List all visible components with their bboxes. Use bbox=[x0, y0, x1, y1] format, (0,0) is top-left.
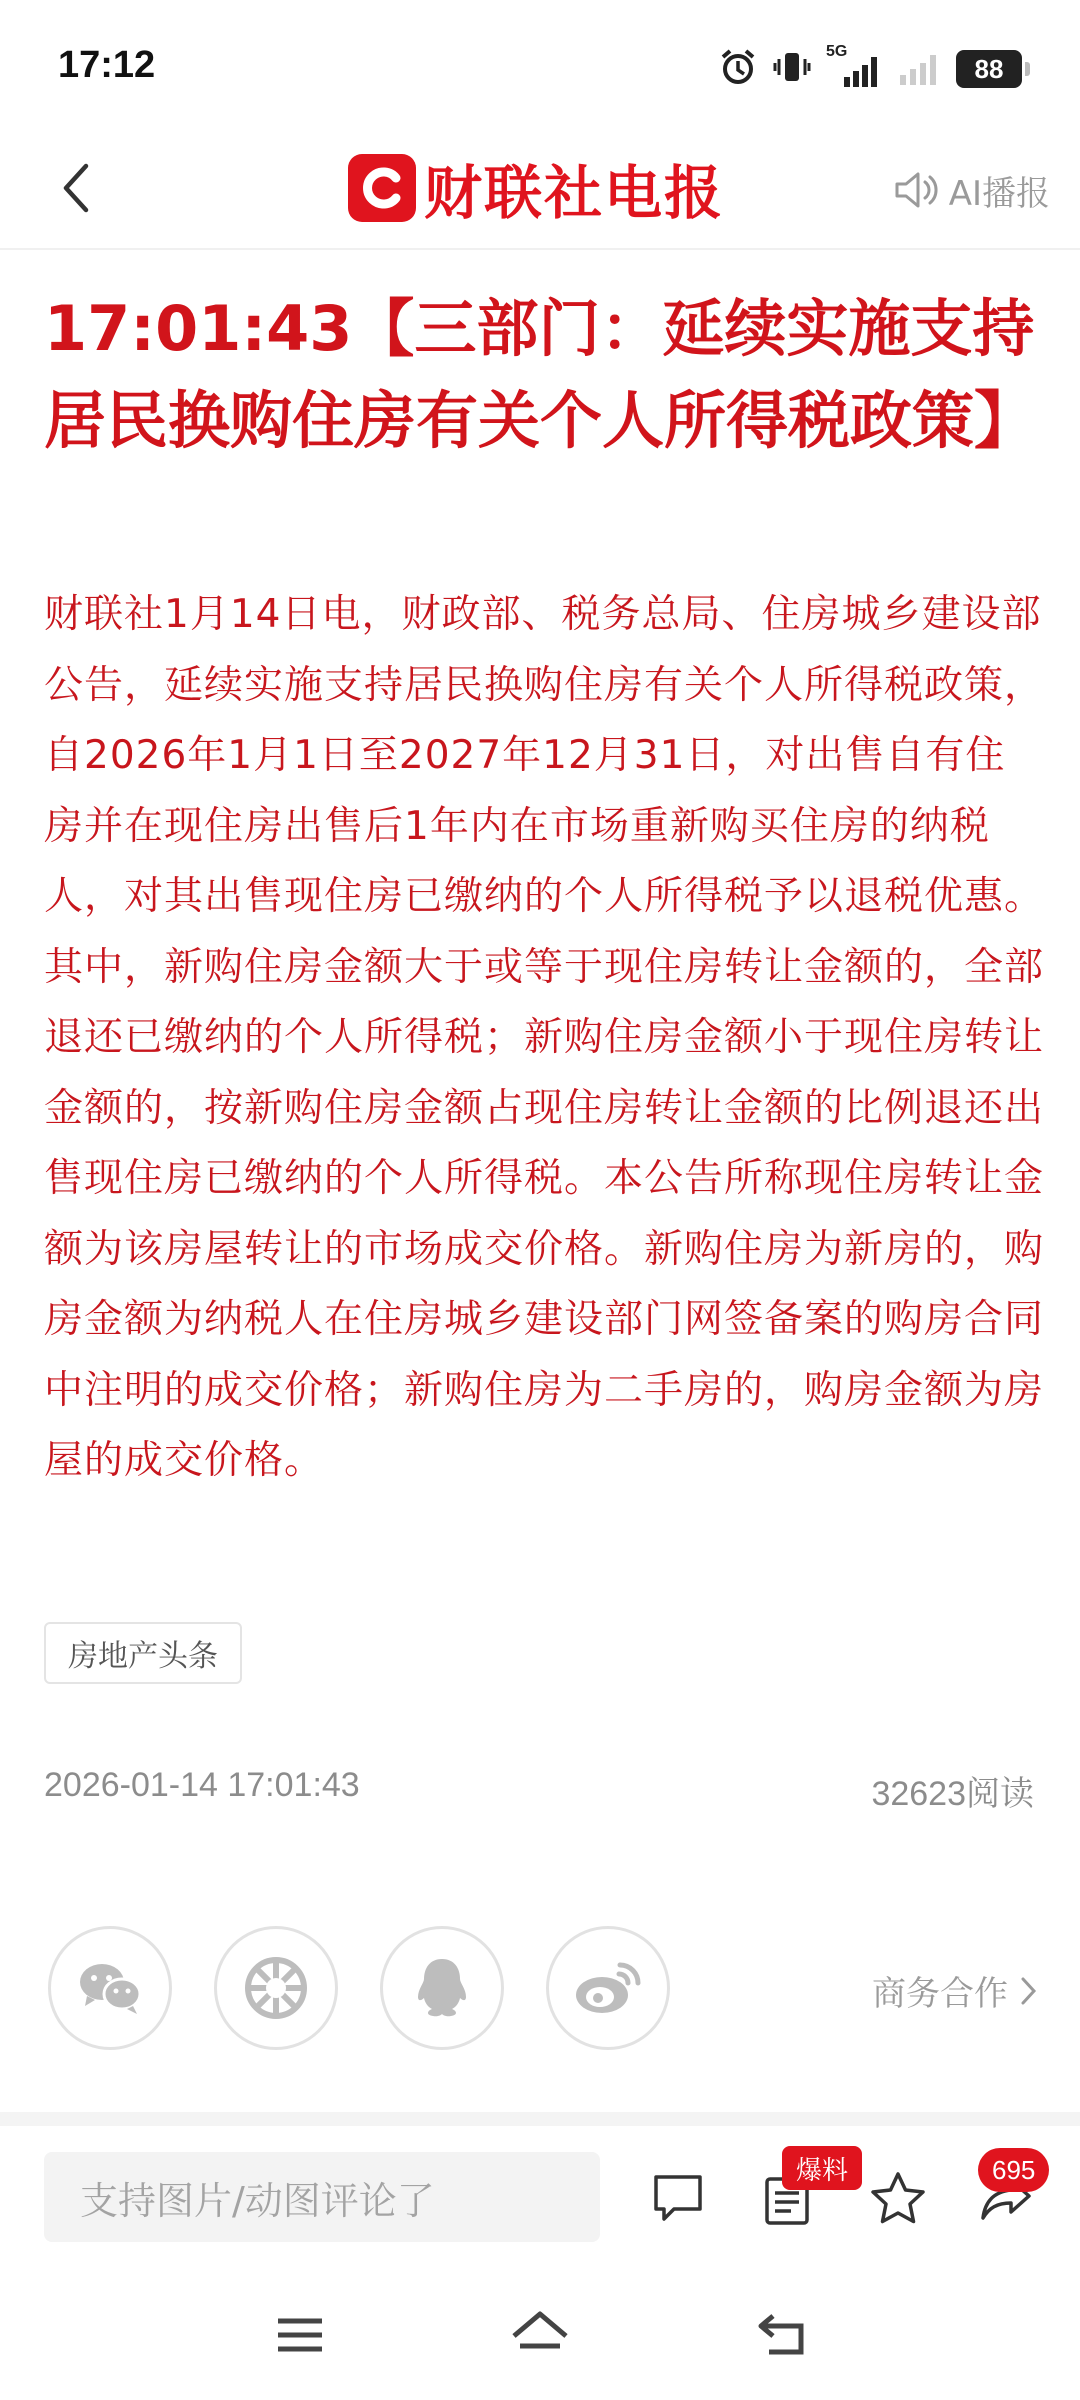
article-body: 财联社1月14日电，财政部、税务总局、住房城乡建设部公告，延续实施支持居民换购住房有关个人所得税政策，自2026年1月1日至2027年12月31日，对出售自有住房并在现住房出售后1年内在市场重新购买住房的纳税人，对其出售现住房已缴纳的个人所得税予以退税优惠。其中，新购住房金额大于或等于现住房转让金额的，全部退还已缴纳的个人所得税；新购住房金额小于现住房转让金额的，按新购住房金额占现住房转让金额的比例退还出售现住房已缴纳的个人所得税。本公告所称现住房转让金额为该房屋转让的市场成交价格。新购住房为新房的，购房金额为纳税人在住房城乡建设部门网签备案的购房合同中注明的成交价格；新购住房为二手房的，购房金额为房屋的成交价格。 bbox=[44, 592, 1045, 1483]
header bbox=[0, 130, 1080, 250]
ai-broadcast-button[interactable] bbox=[893, 160, 1050, 220]
status-bar bbox=[0, 0, 1080, 130]
report-badge: 爆料 bbox=[782, 2146, 862, 2190]
star-icon bbox=[869, 2170, 927, 2226]
menu-lines-icon bbox=[276, 2315, 324, 2355]
home-button[interactable] bbox=[500, 2300, 580, 2370]
speaker-icon bbox=[893, 169, 939, 211]
business-cooperation-link[interactable] bbox=[872, 1966, 1038, 2015]
recent-apps-button[interactable] bbox=[260, 2300, 340, 2370]
comment-bubble-icon bbox=[650, 2171, 706, 2225]
read-count: 32623阅读 bbox=[871, 1775, 1034, 1813]
chevron-left-icon bbox=[56, 158, 96, 218]
status-time: 17:12 bbox=[58, 44, 156, 86]
favorite-button[interactable] bbox=[866, 2166, 930, 2230]
weibo-icon bbox=[572, 1957, 644, 2019]
topic-tag[interactable]: 房地产头条 bbox=[44, 1622, 242, 1684]
home-icon bbox=[510, 2310, 570, 2360]
wechat-icon bbox=[75, 1958, 145, 2018]
share-row bbox=[0, 1926, 1080, 2050]
share-qq-button[interactable] bbox=[380, 1926, 504, 2050]
signal-icon bbox=[898, 47, 942, 91]
battery-indicator: 88 bbox=[956, 50, 1022, 88]
status-icons bbox=[718, 43, 1022, 92]
business-cooperation-label: 商务合作 bbox=[872, 1974, 1008, 2014]
app-logo bbox=[348, 148, 724, 228]
logo-text: 财联社电报 bbox=[424, 159, 725, 227]
share-weibo-button[interactable] bbox=[546, 1926, 670, 2050]
back-arrow-icon bbox=[755, 2312, 809, 2358]
back-button[interactable] bbox=[36, 148, 116, 228]
back-nav-button[interactable] bbox=[742, 2300, 822, 2370]
qq-icon bbox=[412, 1955, 472, 2021]
share-moments-button[interactable] bbox=[214, 1926, 338, 2050]
vibrate-icon bbox=[772, 47, 812, 91]
logo-c-icon bbox=[348, 154, 416, 222]
publish-time: 2026-01-14 17:01:43 bbox=[44, 1766, 360, 1804]
comment-bar bbox=[0, 2126, 1080, 2276]
alarm-icon bbox=[718, 47, 758, 91]
comments-button[interactable] bbox=[646, 2166, 710, 2230]
system-nav-bar bbox=[0, 2276, 1080, 2400]
share-count-badge: 695 bbox=[978, 2148, 1049, 2192]
chevron-right-icon bbox=[1018, 1975, 1038, 2007]
section-divider bbox=[0, 2112, 1080, 2126]
moments-icon bbox=[241, 1953, 311, 2023]
share-wechat-button[interactable] bbox=[48, 1926, 172, 2050]
ai-broadcast-label: AI播报 bbox=[948, 173, 1050, 214]
comment-input[interactable]: 支持图片/动图评论了 bbox=[44, 2152, 600, 2242]
cellular-5g-icon bbox=[826, 43, 884, 89]
network-type-label: 5G bbox=[826, 43, 848, 60]
article-title: 17:01:43【三部门：延续实施支持居民换购住房有关个人所得税政策】 bbox=[44, 292, 1037, 457]
